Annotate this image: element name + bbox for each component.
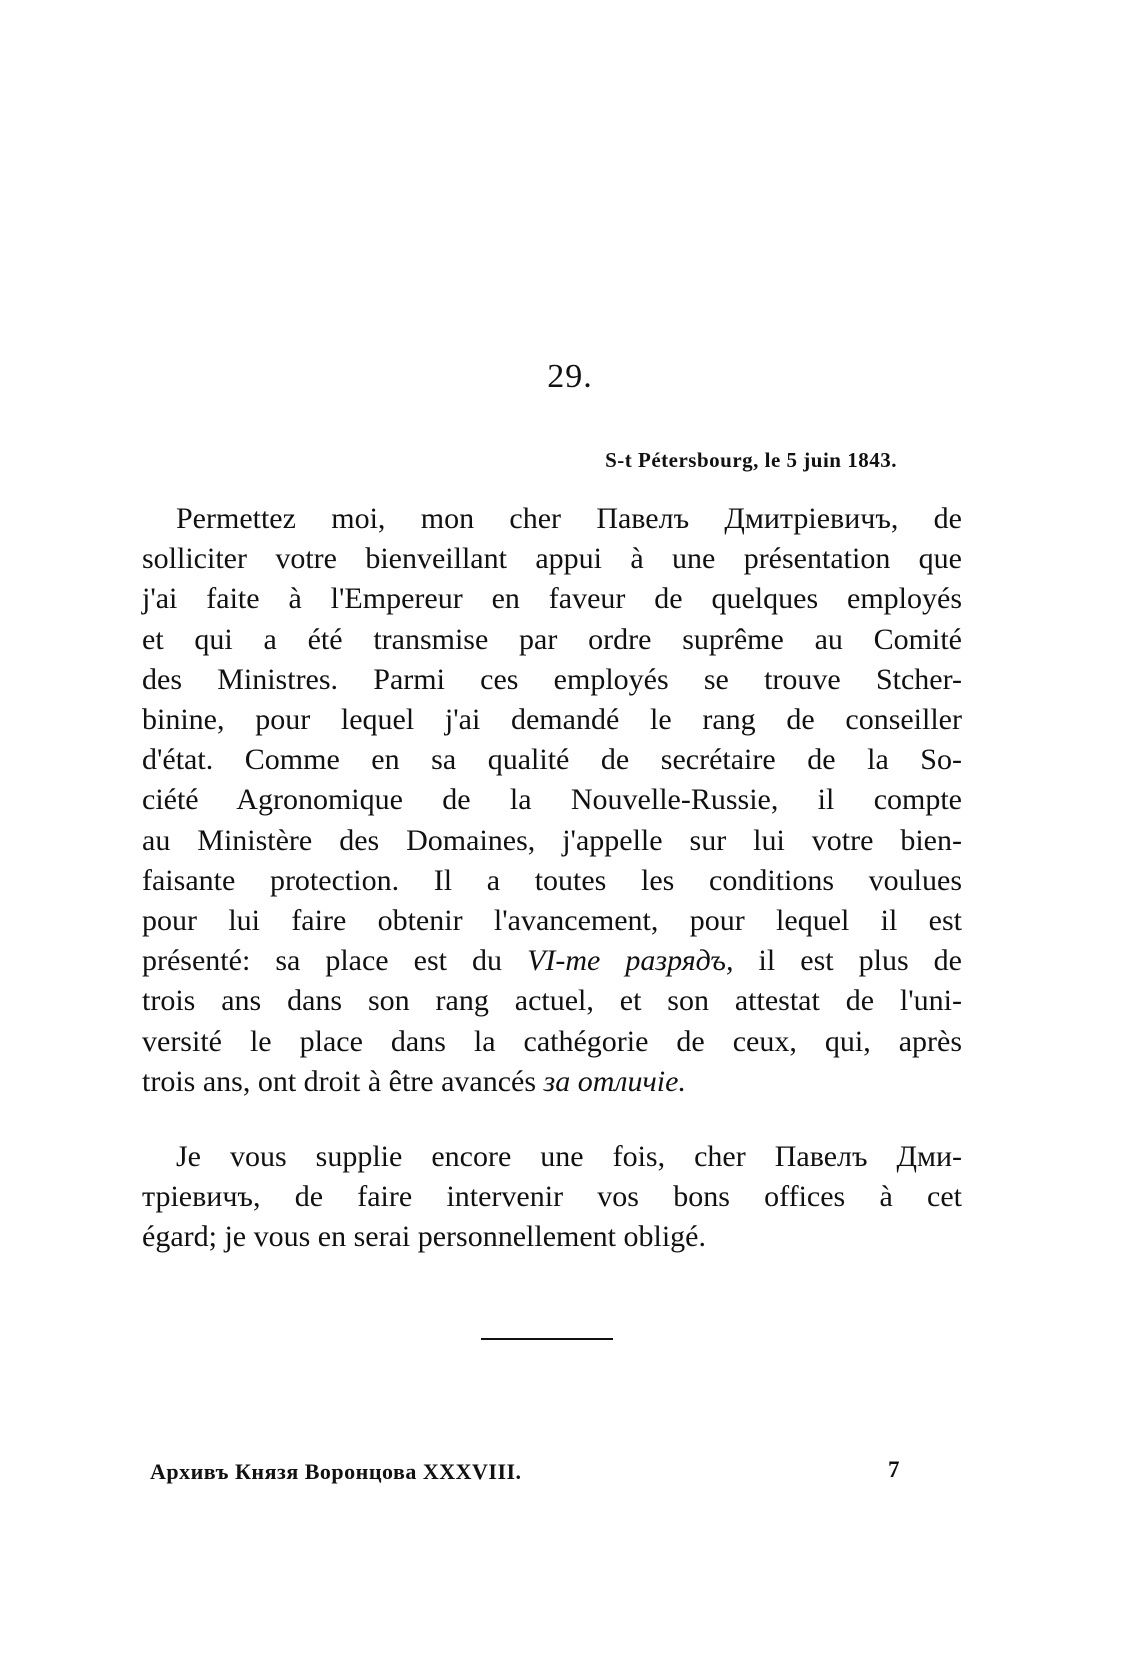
dateline: S-t Pétersbourg, le 5 juin 1843. xyxy=(605,448,897,472)
footer-page-number: 7 xyxy=(888,1457,900,1482)
letter-paragraph-1 xyxy=(142,499,962,1102)
text-line: pour lui faire obtenir l'avancement, pour lequel il est xyxy=(142,904,962,938)
letter-number: 29. xyxy=(547,358,593,395)
text-line: binine, pour lequel j'ai demandé le rang de conseiller xyxy=(142,703,962,737)
footer-archive-title: Архивъ Князя Воронцова XXXVIII. xyxy=(150,1459,522,1484)
text-line: solliciter votre bienveillant appui à une présentation que xyxy=(142,542,962,576)
text-line: d'état. Comme en sa qualité de secrétaire de la So- xyxy=(142,743,962,777)
text-line-with-italic xyxy=(142,1062,962,1102)
text-line: versité le place dans la cathégorie de ceux, qui, après xyxy=(142,1024,962,1058)
text-line: des Ministres. Parmi ces employés se trouve Stcher- xyxy=(142,662,962,696)
text-line: тріевичъ, de faire intervenir vos bons offices à cet xyxy=(142,1180,962,1214)
text-segment: présenté: sa place est du xyxy=(142,944,528,978)
text-line: Permettez moi, mon cher Павелъ Дмитріевичъ, de xyxy=(176,502,962,535)
text-line: trois ans dans son rang actuel, et son attestat de l'uni- xyxy=(142,984,962,1018)
section-divider xyxy=(481,1338,613,1340)
text-line: égard; je vous en serai personnellement obligé. xyxy=(142,1220,706,1254)
text-line: ciété Agronomique de la Nouvelle-Russie, il compte xyxy=(142,783,962,817)
text-line: au Ministère des Domaines, j'appelle sur lui votre bien- xyxy=(142,823,962,857)
text-line: Je vous supplie encore une fois, cher Павелъ Дми- xyxy=(176,1140,962,1173)
text-line-with-italic xyxy=(142,941,962,981)
letter-paragraph-2 xyxy=(142,1137,962,1258)
italic-russian-phrase: VI-те разрядъ, xyxy=(527,944,734,978)
text-segment: trois ans, ont droit à être avancés xyxy=(142,1064,544,1098)
text-line: faisante protection. Il a toutes les conditions voulues xyxy=(142,863,962,897)
text-line: et qui a été transmise par ordre suprême au Comité xyxy=(142,622,962,656)
italic-russian-phrase: за отличіе. xyxy=(543,1064,686,1098)
text-line: j'ai faite à l'Empereur en faveur de quelques employés xyxy=(142,582,962,616)
text-segment: il est plus de xyxy=(733,944,962,978)
